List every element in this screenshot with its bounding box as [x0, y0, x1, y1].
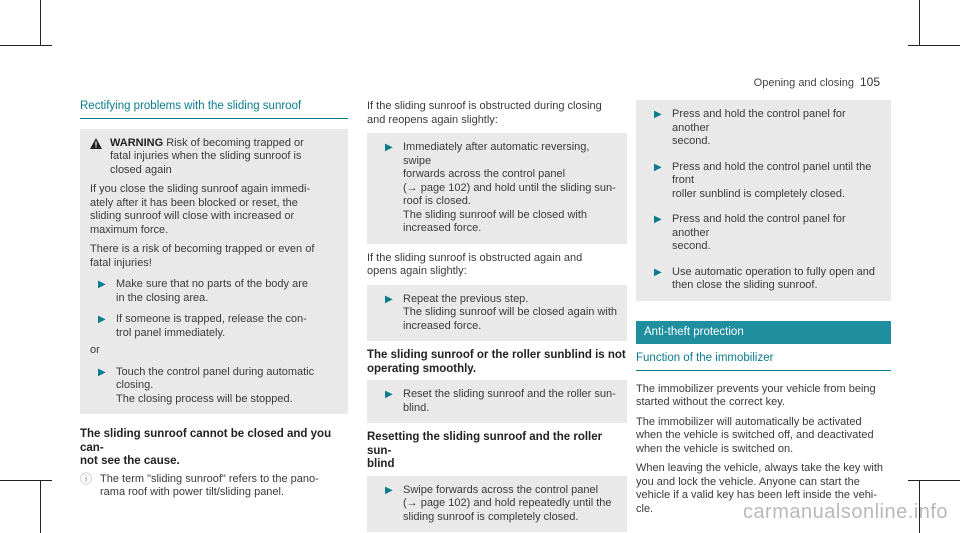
info-icon: ⓘ: [80, 471, 93, 486]
crop-mark: [40, 0, 41, 45]
step-item: [377, 293, 617, 334]
text-line: Repeat the previous step.: [403, 292, 529, 305]
info-note: [80, 473, 348, 500]
text-line: cle.: [636, 502, 654, 515]
heading-cannot-close: [80, 428, 348, 469]
crop-mark: [0, 45, 52, 46]
text-line: vehicle if a valid key has been left inside the vehi-: [636, 489, 877, 501]
text-line: forwards across the control panel: [403, 168, 566, 180]
intro-para: [367, 100, 627, 127]
crop-mark: [919, 0, 920, 45]
page-ref-link[interactable]: (→ page 102) and hold until the sliding sun-: [403, 181, 616, 194]
text-line: opens again slightly:: [367, 265, 467, 277]
text-line: The immobilizer prevents your vehicle from being: [636, 382, 876, 395]
text-line: then close the sliding sunroof.: [672, 279, 818, 291]
section-title-rectifying: Rectifying problems with the sliding sunroof: [80, 100, 348, 119]
step-item: [646, 266, 881, 293]
warning-para: [90, 243, 338, 270]
text-line: fatal injuries!: [90, 256, 152, 269]
step-item: [377, 484, 617, 525]
column-1: [80, 100, 348, 500]
text-line: when the vehicle is switched off, and deactivated: [636, 429, 874, 441]
step-box: [367, 133, 627, 244]
warning-triangle-icon: [90, 137, 102, 178]
text-line: Press and hold the control panel for another: [672, 108, 846, 134]
step-item: [646, 108, 881, 149]
text-line: The sliding sunroof or the roller sunblind is not: [367, 349, 626, 361]
warning-para: [90, 183, 338, 237]
text-line: roller sunblind is completely closed.: [672, 187, 846, 200]
text-line: sliding sunroof will close with increased or: [90, 210, 295, 222]
text-line: Use automatic operation to fully open and: [672, 265, 876, 278]
warning-label: WARNING: [110, 136, 164, 149]
step-arrow-icon: ▶: [654, 109, 662, 120]
step-item: [90, 278, 338, 305]
text-line: roof is closed.: [403, 195, 471, 207]
text-line: second.: [672, 135, 711, 147]
text-line: Press and hold the control panel for another: [672, 213, 846, 239]
text-line: If the sliding sunroof is obstructed during closing: [367, 100, 602, 112]
text-line: The closing process will be stopped.: [116, 392, 293, 405]
step-item: [90, 313, 338, 340]
step-arrow-icon: ▶: [654, 266, 662, 278]
step-arrow-icon: ▶: [385, 484, 393, 496]
step-item: [646, 213, 881, 254]
text-line: blind: [367, 458, 395, 470]
or-label: or: [90, 344, 100, 356]
step-item: [377, 388, 617, 415]
step-arrow-icon: ▶: [98, 366, 106, 378]
text-line: The sliding sunroof cannot be closed and you can-: [80, 428, 332, 454]
text-line: When leaving the vehicle, always take the key with: [636, 462, 884, 474]
text-line: Reset the sliding sunroof and the roller sun-: [403, 388, 616, 400]
step-item: [377, 141, 617, 236]
body-para: [636, 416, 891, 457]
text-line: The sliding sunroof will be closed with: [403, 208, 588, 221]
text-line: and reopens again slightly:: [367, 113, 498, 126]
warning-text: fatal injuries when the sliding sunroof is: [110, 150, 302, 162]
warning-text: closed again: [110, 163, 172, 176]
step-box: [367, 380, 627, 423]
column-3: [636, 100, 891, 522]
text-line: closing.: [116, 379, 154, 391]
text-line: Press and hold the control panel until the front: [672, 160, 872, 186]
crop-mark: [908, 480, 960, 481]
text-line: started without the correct key.: [636, 396, 785, 408]
text-line: in the closing area.: [116, 291, 209, 304]
column-2: [367, 100, 627, 532]
text-line: trol panel immediately.: [116, 326, 226, 339]
text-line: rama roof with power tilt/sliding panel.: [100, 486, 285, 498]
step-arrow-icon: ▶: [385, 142, 393, 153]
heading-not-smooth: [367, 349, 627, 376]
step-arrow-icon: ▶: [654, 214, 662, 225]
step-box: [367, 476, 627, 533]
step-arrow-icon: ▶: [385, 389, 393, 400]
section-bar-anti-theft: Anti-theft protection: [636, 321, 891, 345]
text-line: not see the cause.: [80, 455, 180, 467]
body-para: [636, 383, 891, 410]
text-line: increased force.: [403, 222, 482, 234]
page-header: [754, 76, 880, 91]
text-line: maximum force.: [90, 223, 169, 236]
text-line: If the sliding sunroof is obstructed again and: [367, 251, 583, 264]
step-item: [90, 366, 338, 407]
section-title: Opening and closing: [753, 77, 854, 89]
text-line: Make sure that no parts of the body are: [116, 278, 309, 290]
text-line: blind.: [403, 401, 430, 414]
text-line: you and lock the vehicle. Anyone can start the: [636, 475, 860, 488]
crop-mark: [40, 480, 41, 533]
section-title-immobilizer: Function of the immobilizer: [636, 352, 891, 371]
text-line: Touch the control panel during automatic: [116, 365, 315, 378]
text-line: operating smoothly.: [367, 362, 477, 375]
text-line: If someone is trapped, release the con-: [116, 313, 307, 325]
watermark: carmanualsonline.info: [742, 501, 948, 523]
text-line: The sliding sunroof will be closed again with: [403, 306, 618, 318]
text-line: If you close the sliding sunroof again immedi-: [90, 183, 311, 195]
step-arrow-icon: ▶: [654, 161, 662, 173]
page-ref-link[interactable]: (→ page 102) and hold repeatedly until the: [403, 497, 612, 509]
page-number: 105: [859, 75, 880, 89]
text-line: increased force.: [403, 319, 482, 332]
heading-resetting: [367, 431, 627, 472]
text-line: ately after it has been blocked or reset, the: [90, 196, 298, 209]
step-arrow-icon: ▶: [98, 279, 106, 290]
crop-mark: [908, 45, 960, 46]
step-arrow-icon: ▶: [385, 293, 393, 305]
warning-text: Risk of becoming trapped or: [166, 136, 304, 149]
warning-box: [80, 129, 348, 415]
text-line: second.: [672, 240, 711, 252]
text-line: sliding sunroof is completely closed.: [403, 510, 579, 523]
text-line: Resetting the sliding sunroof and the roller sun-: [367, 431, 603, 457]
text-line: The term "sliding sunroof" refers to the pano-: [100, 472, 319, 485]
step-box: [636, 100, 891, 301]
crop-mark: [0, 480, 52, 481]
text-line: The immobilizer will automatically be activated: [636, 415, 862, 428]
step-arrow-icon: ▶: [98, 314, 106, 325]
step-box: [367, 285, 627, 342]
text-line: when the vehicle is switched on.: [636, 442, 794, 455]
text-line: Immediately after automatic reversing, swipe: [403, 141, 590, 167]
intro-para: [367, 252, 627, 279]
text-line: There is a risk of becoming trapped or even of: [90, 243, 315, 255]
step-item: [646, 161, 881, 202]
text-line: Swipe forwards across the control panel: [403, 483, 599, 496]
